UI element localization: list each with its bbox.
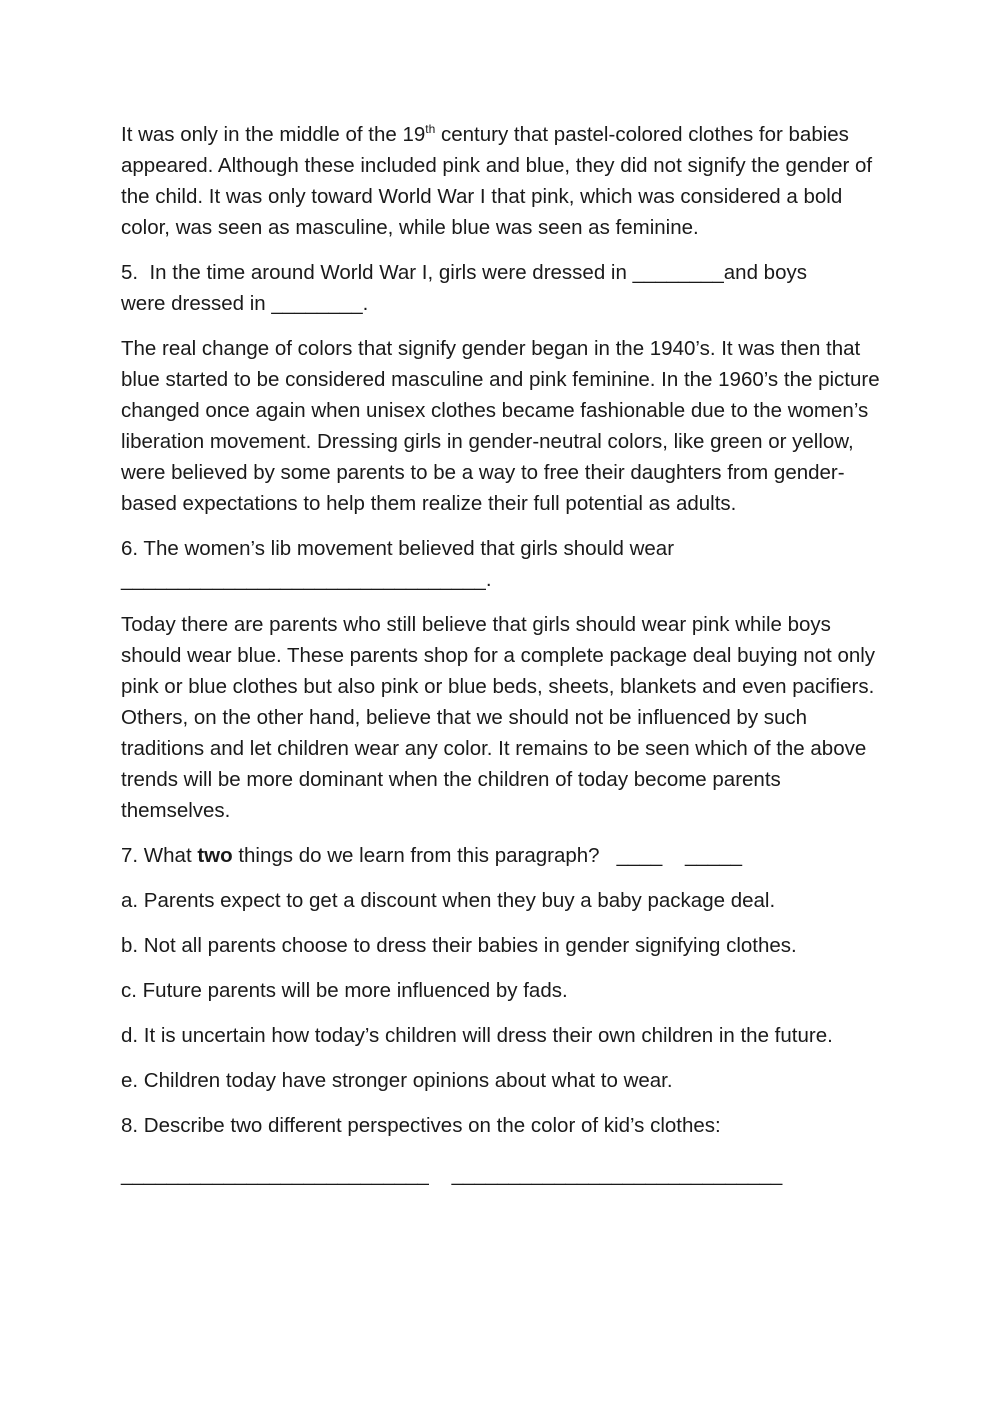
- worksheet-page: [121, 119, 891, 1190]
- question-7: [121, 840, 891, 871]
- question-6: [121, 533, 891, 595]
- question-6-line1: 6. The women’s lib movement believed that girls should wear: [121, 537, 675, 560]
- question-7-suffix: things do we learn from this paragraph? ____ _____: [232, 844, 743, 867]
- intro-text-part2: century that pastel-colored clothes for babies appeared. Although these included pink and blue, they did not signify the gender of the child. It was only toward World War I that pink, which was considered a bold color, was seen as masculine, while blue was seen as feminine.: [121, 123, 873, 239]
- option-c: c. Future parents will be more influenced by fads.: [121, 979, 568, 1002]
- question-6-blank: ________________________________.: [121, 568, 492, 591]
- question-8: 8. Describe two different perspectives on the color of kid’s clothes:: [121, 1114, 721, 1137]
- question-7-bold-word: two: [197, 844, 233, 867]
- question-5-line1: 5. In the time around World War I, girls were dressed in ________and boys: [121, 261, 807, 284]
- superscript-th: th: [425, 122, 436, 136]
- question-7-prefix: 7. What: [121, 844, 198, 867]
- paragraph-1940s: The real change of colors that signify gender began in the 1940’s. It was then that blue started to be considered masculine and pink feminine. In the 1960’s the picture changed once again when unisex clothes became fashionable due to the women’s liberation movement. Dressing girls in gender-neutral colors, like green or yellow, were believed by some parents to be a way to free their daughters from gender-based expectations to help them realize their full potential as adults.: [121, 337, 880, 515]
- question-8-answer-blanks: ___________________________ _____________________________: [121, 1163, 783, 1186]
- question-5: [121, 257, 891, 319]
- paragraph-today: Today there are parents who still believe that girls should wear pink while boys should wear blue. These parents shop for a complete package deal buying not only pink or blue clothes but also pink or blue beds, sheets, blankets and even pacifiers. Others, on the other hand, believe that we should not be influenced by such traditions and let children wear any color. It remains to be seen which of the above trends will be more dominant when the children of today become parents themselves.: [121, 613, 876, 822]
- option-b: b. Not all parents choose to dress their babies in gender signifying clothes.: [121, 934, 797, 957]
- option-e: e. Children today have stronger opinions about what to wear.: [121, 1069, 673, 1092]
- option-a: a. Parents expect to get a discount when they buy a baby package deal.: [121, 889, 776, 912]
- option-d: d. It is uncertain how today’s children will dress their own children in the future.: [121, 1024, 833, 1047]
- question-5-line2: were dressed in ________.: [121, 292, 369, 315]
- intro-paragraph: [121, 119, 891, 243]
- intro-text-part1: It was only in the middle of the 19: [121, 123, 426, 146]
